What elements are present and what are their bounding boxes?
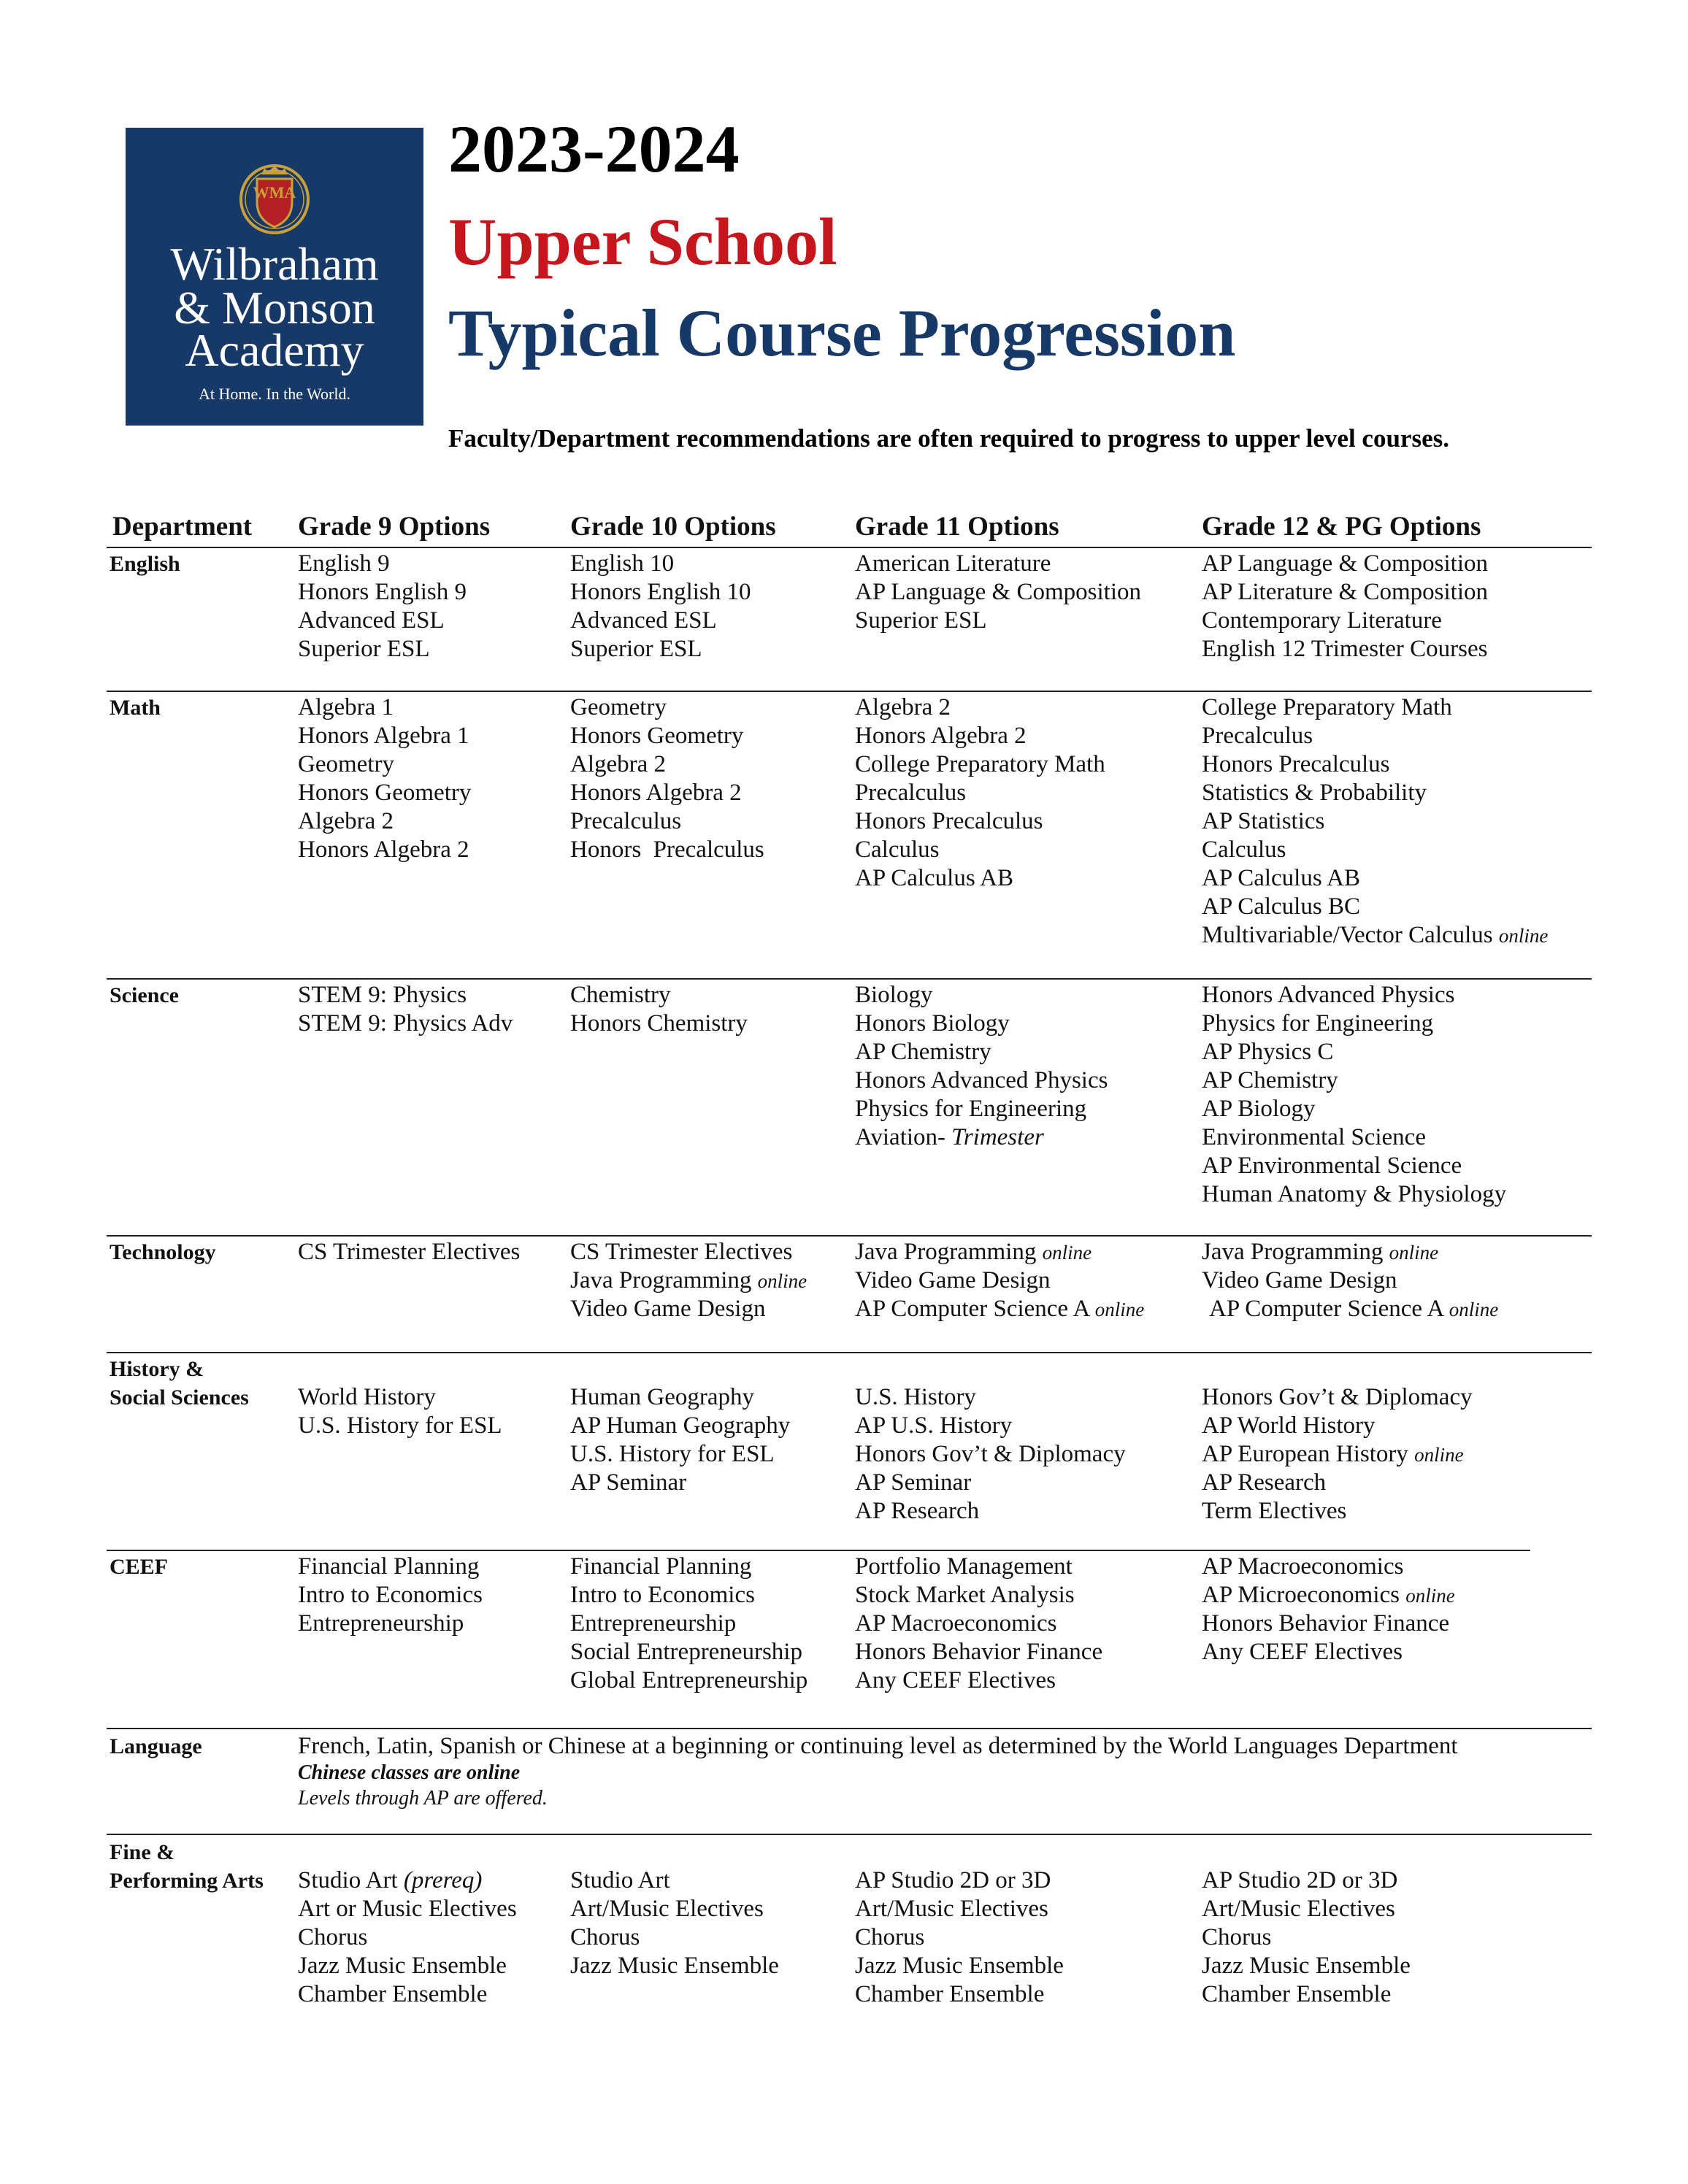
course: Art or Music Electives [298, 1896, 517, 1922]
arts-grade-9 [298, 1866, 517, 2009]
course: Art/Music Electives [570, 1896, 764, 1922]
language-description: French, Latin, Spanish or Chinese at a beginning or continuing level as determined by the World Languages Department [298, 1733, 1458, 1759]
course: Calculus [855, 837, 940, 863]
course: Intro to Economics [298, 1582, 483, 1608]
course: AP Chemistry [855, 1039, 991, 1065]
course: Global Entrepreneurship [570, 1667, 808, 1693]
science-grade-9 [298, 981, 513, 1038]
course: Honors Geometry [298, 780, 472, 806]
arts-grade-12 [1202, 1866, 1411, 2009]
course: Superior ESL [855, 607, 987, 634]
course: Honors Algebra 2 [855, 723, 1027, 749]
course: Honors Gov’t & Diplomacy [1202, 1384, 1473, 1410]
course: AP Research [855, 1498, 980, 1524]
prereq-tag: (prereq) [403, 1867, 483, 1893]
dept-technology: Technology [110, 1240, 216, 1264]
course: Any CEEF Electives [1202, 1639, 1403, 1665]
technology-grade-9 [298, 1238, 520, 1266]
recommendation-note: Faculty/Department recommendations are often required to progress to upper level courses. [448, 424, 1449, 453]
math-grade-9 [298, 693, 471, 864]
course: Superior ESL [570, 636, 702, 662]
course: Chorus [570, 1924, 640, 1950]
course: Honors English 10 [570, 579, 751, 605]
logo-line-1: Wilbraham [170, 238, 379, 290]
course: AP Research [1202, 1469, 1327, 1496]
crest-text: WMA [253, 183, 296, 201]
course: U.S. History for ESL [298, 1412, 502, 1439]
course: Algebra 2 [570, 751, 667, 777]
course: Stock Market Analysis [855, 1582, 1075, 1608]
course: AP Literature & Composition [1202, 579, 1488, 605]
course: Video Game Design [570, 1296, 766, 1322]
header-grade-12: Grade 12 & PG Options [1202, 512, 1481, 542]
course: Geometry [570, 694, 667, 720]
ceef-grade-12 [1202, 1553, 1455, 1666]
math-grade-11 [855, 693, 1105, 893]
course: AP Seminar [570, 1469, 687, 1496]
history-grade-9 [298, 1383, 502, 1440]
english-grade-11 [855, 550, 1141, 635]
dept-math: Math [110, 696, 161, 720]
course: Java Programming [570, 1267, 752, 1293]
ceef-grade-9 [298, 1553, 483, 1638]
course: English 10 [570, 550, 675, 577]
course: Precalculus [1202, 723, 1313, 749]
course: AP Calculus AB [855, 865, 1013, 891]
course: Social Entrepreneurship [570, 1639, 802, 1665]
course: AP Language & Composition [855, 579, 1142, 605]
course: College Preparatory Math [1202, 694, 1452, 720]
course: AP Calculus AB [1202, 865, 1360, 891]
arts-grade-10 [570, 1866, 779, 1980]
course: Honors Advanced Physics [1202, 982, 1455, 1008]
course: AP Microeconomics [1202, 1582, 1400, 1608]
ceef-grade-11 [855, 1553, 1102, 1695]
online-tag: online [757, 1270, 807, 1292]
course: Entrepreneurship [570, 1610, 737, 1637]
course: AP Seminar [855, 1469, 972, 1496]
course: AP Human Geography [570, 1412, 791, 1439]
header-grade-11: Grade 11 Options [855, 512, 1059, 542]
course: Chamber Ensemble [855, 1981, 1045, 2007]
course: Human Geography [570, 1384, 755, 1410]
course-with-tag [1202, 921, 1548, 950]
course: AP Chemistry [1202, 1067, 1338, 1093]
online-tag: online [1498, 925, 1549, 947]
dept-history-line-2: Social Sciences [110, 1385, 249, 1410]
course: Statistics & Probability [1202, 780, 1427, 806]
title-progression: Typical Course Progression [448, 296, 1236, 370]
crest-icon [241, 166, 308, 233]
row-divider [107, 978, 1592, 980]
course: Human Anatomy & Physiology [1202, 1181, 1507, 1207]
dept-language: Language [110, 1734, 202, 1758]
ceef-grade-10 [570, 1553, 807, 1695]
dept-arts-line-1: Fine & [110, 1840, 175, 1864]
header-grade-10: Grade 10 Options [570, 512, 776, 542]
course: Term Electives [1202, 1498, 1347, 1524]
course: Chorus [855, 1924, 925, 1950]
title-school: Upper School [448, 204, 837, 279]
title-year: 2023-2024 [448, 112, 740, 186]
school-logo [126, 128, 423, 426]
course: World History [298, 1384, 436, 1410]
course: Jazz Music Ensemble [1202, 1953, 1411, 1979]
course: Algebra 2 [855, 694, 951, 720]
course: Honors Algebra 2 [570, 780, 742, 806]
course: AP Studio 2D or 3D [1202, 1867, 1398, 1893]
history-grade-11 [855, 1383, 1126, 1526]
dept-history-line-1: History & [110, 1357, 204, 1381]
course: Honors Precalculus [855, 808, 1043, 834]
course: AP Macroeconomics [1202, 1553, 1404, 1580]
course: Honors Chemistry [570, 1010, 748, 1037]
row-divider [107, 691, 1592, 692]
course: Honors Algebra 2 [298, 837, 469, 863]
course-with-tag [1202, 1295, 1498, 1323]
math-grade-12 [1202, 693, 1548, 950]
course: Multivariable/Vector Calculus [1202, 922, 1493, 948]
history-grade-10 [570, 1383, 790, 1497]
course: AP Language & Composition [1202, 550, 1489, 577]
course: AP Computer Science A [1209, 1296, 1443, 1322]
logo-line-3: Academy [185, 324, 364, 376]
history-grade-12 [1202, 1383, 1473, 1526]
course: CS Trimester Electives [298, 1239, 521, 1265]
course: Algebra 1 [298, 694, 394, 720]
course: Physics for Engineering [1202, 1010, 1434, 1037]
course: AP Statistics [1202, 808, 1325, 834]
course: AP Studio 2D or 3D [855, 1867, 1051, 1893]
course: Superior ESL [298, 636, 430, 662]
course: STEM 9: Physics [298, 982, 467, 1008]
course: Financial Planning [298, 1553, 480, 1580]
online-tag: online [1414, 1444, 1464, 1466]
course: Chorus [298, 1924, 368, 1950]
course-with-tag [855, 1123, 1108, 1152]
course-with-tag [855, 1295, 1144, 1323]
course: American Literature [855, 550, 1051, 577]
course: Precalculus [855, 780, 967, 806]
course: AP Macroeconomics [855, 1610, 1057, 1637]
course-with-tag [1202, 1440, 1473, 1469]
course: Honors Gov’t & Diplomacy [855, 1441, 1126, 1467]
course: U.S. History for ESL [570, 1441, 775, 1467]
course: Advanced ESL [298, 607, 445, 634]
technology-grade-11 [855, 1238, 1144, 1323]
language-note-levels: Levels through AP are offered. [298, 1787, 548, 1810]
course: Contemporary Literature [1202, 607, 1442, 634]
science-grade-12 [1202, 981, 1506, 1209]
course: Honors Precalculus [570, 837, 764, 863]
online-tag: online [1389, 1242, 1439, 1264]
course: AP Environmental Science [1202, 1153, 1462, 1179]
course: Chorus [1202, 1924, 1272, 1950]
course-with-tag [1202, 1238, 1498, 1266]
course: Biology [855, 982, 933, 1008]
course: Honors Behavior Finance [1202, 1610, 1450, 1637]
course: Precalculus [570, 808, 682, 834]
course: U.S. History [855, 1384, 976, 1410]
dept-english: English [110, 552, 180, 576]
course: AP Biology [1202, 1096, 1316, 1122]
course-with-tag [298, 1866, 517, 1895]
technology-grade-10 [570, 1238, 807, 1323]
logo-line-2: & Monson [174, 282, 375, 334]
online-tag: online [1094, 1299, 1145, 1320]
course: Aviation- [855, 1124, 946, 1150]
header-divider [107, 547, 1592, 548]
arts-grade-11 [855, 1866, 1064, 2009]
course-with-tag [1202, 1581, 1455, 1610]
math-grade-10 [570, 693, 764, 864]
course-with-tag [570, 1266, 807, 1295]
row-divider [107, 1550, 1530, 1551]
course: Honors Precalculus [1202, 751, 1390, 777]
course: Advanced ESL [570, 607, 717, 634]
course: Financial Planning [570, 1553, 752, 1580]
course: Studio Art [570, 1867, 670, 1893]
course: Video Game Design [1202, 1267, 1397, 1293]
course: AP Computer Science A [855, 1296, 1089, 1322]
course: Geometry [298, 751, 394, 777]
course: College Preparatory Math [855, 751, 1105, 777]
course: CS Trimester Electives [570, 1239, 793, 1265]
language-note-online: Chinese classes are online [298, 1761, 521, 1784]
course: Honors Advanced Physics [855, 1067, 1108, 1093]
logo-tagline: At Home. In the World. [198, 385, 351, 403]
course: Jazz Music Ensemble [570, 1953, 779, 1979]
course: Physics for Engineering [855, 1096, 1087, 1122]
course: English 12 Trimester Courses [1202, 636, 1488, 662]
dept-ceef: CEEF [110, 1555, 169, 1579]
course: Java Programming [855, 1239, 1037, 1265]
header-grade-9: Grade 9 Options [298, 512, 491, 542]
course: Algebra 2 [298, 808, 394, 834]
english-grade-9 [298, 550, 467, 664]
course: Chemistry [570, 982, 671, 1008]
course: Any CEEF Electives [855, 1667, 1056, 1693]
course: Art/Music Electives [855, 1896, 1048, 1922]
science-grade-10 [570, 981, 748, 1038]
technology-grade-12 [1202, 1238, 1498, 1323]
dept-arts-line-2: Performing Arts [110, 1869, 264, 1893]
course: Art/Music Electives [1202, 1896, 1395, 1922]
course: AP European History [1202, 1441, 1408, 1467]
course: Environmental Science [1202, 1124, 1426, 1150]
course: AP World History [1202, 1412, 1376, 1439]
course: Jazz Music Ensemble [855, 1953, 1064, 1979]
science-grade-11 [855, 981, 1108, 1152]
english-grade-10 [570, 550, 751, 664]
course: Chamber Ensemble [298, 1981, 488, 2007]
online-tag: online [1449, 1299, 1499, 1320]
online-tag: online [1405, 1585, 1455, 1607]
course: Honors Geometry [570, 723, 744, 749]
course: STEM 9: Physics Adv [298, 1010, 513, 1037]
course: Java Programming [1202, 1239, 1384, 1265]
course: Honors Algebra 1 [298, 723, 469, 749]
course: Intro to Economics [570, 1582, 755, 1608]
course: Jazz Music Ensemble [298, 1953, 507, 1979]
course: Honors Biology [855, 1010, 1010, 1037]
course: Video Game Design [855, 1267, 1051, 1293]
course: Studio Art [298, 1867, 398, 1893]
course-with-tag [855, 1238, 1144, 1266]
trimester-tag: Trimester [951, 1124, 1044, 1150]
row-divider [107, 1352, 1592, 1353]
row-divider [107, 1728, 1592, 1729]
row-divider [107, 1834, 1592, 1835]
course: Calculus [1202, 837, 1286, 863]
course: AP U.S. History [855, 1412, 1013, 1439]
row-divider [107, 1235, 1592, 1237]
dept-science: Science [110, 983, 179, 1007]
online-tag: online [1042, 1242, 1092, 1264]
english-grade-12 [1202, 550, 1488, 664]
course: Portfolio Management [855, 1553, 1073, 1580]
course: AP Calculus BC [1202, 893, 1360, 920]
course: Entrepreneurship [298, 1610, 464, 1637]
course: Chamber Ensemble [1202, 1981, 1392, 2007]
course: AP Physics C [1202, 1039, 1334, 1065]
course: Honors Behavior Finance [855, 1639, 1103, 1665]
header-department: Department [112, 512, 253, 542]
course: Honors English 9 [298, 579, 467, 605]
course: English 9 [298, 550, 390, 577]
academy-logo-graphic [126, 128, 423, 426]
